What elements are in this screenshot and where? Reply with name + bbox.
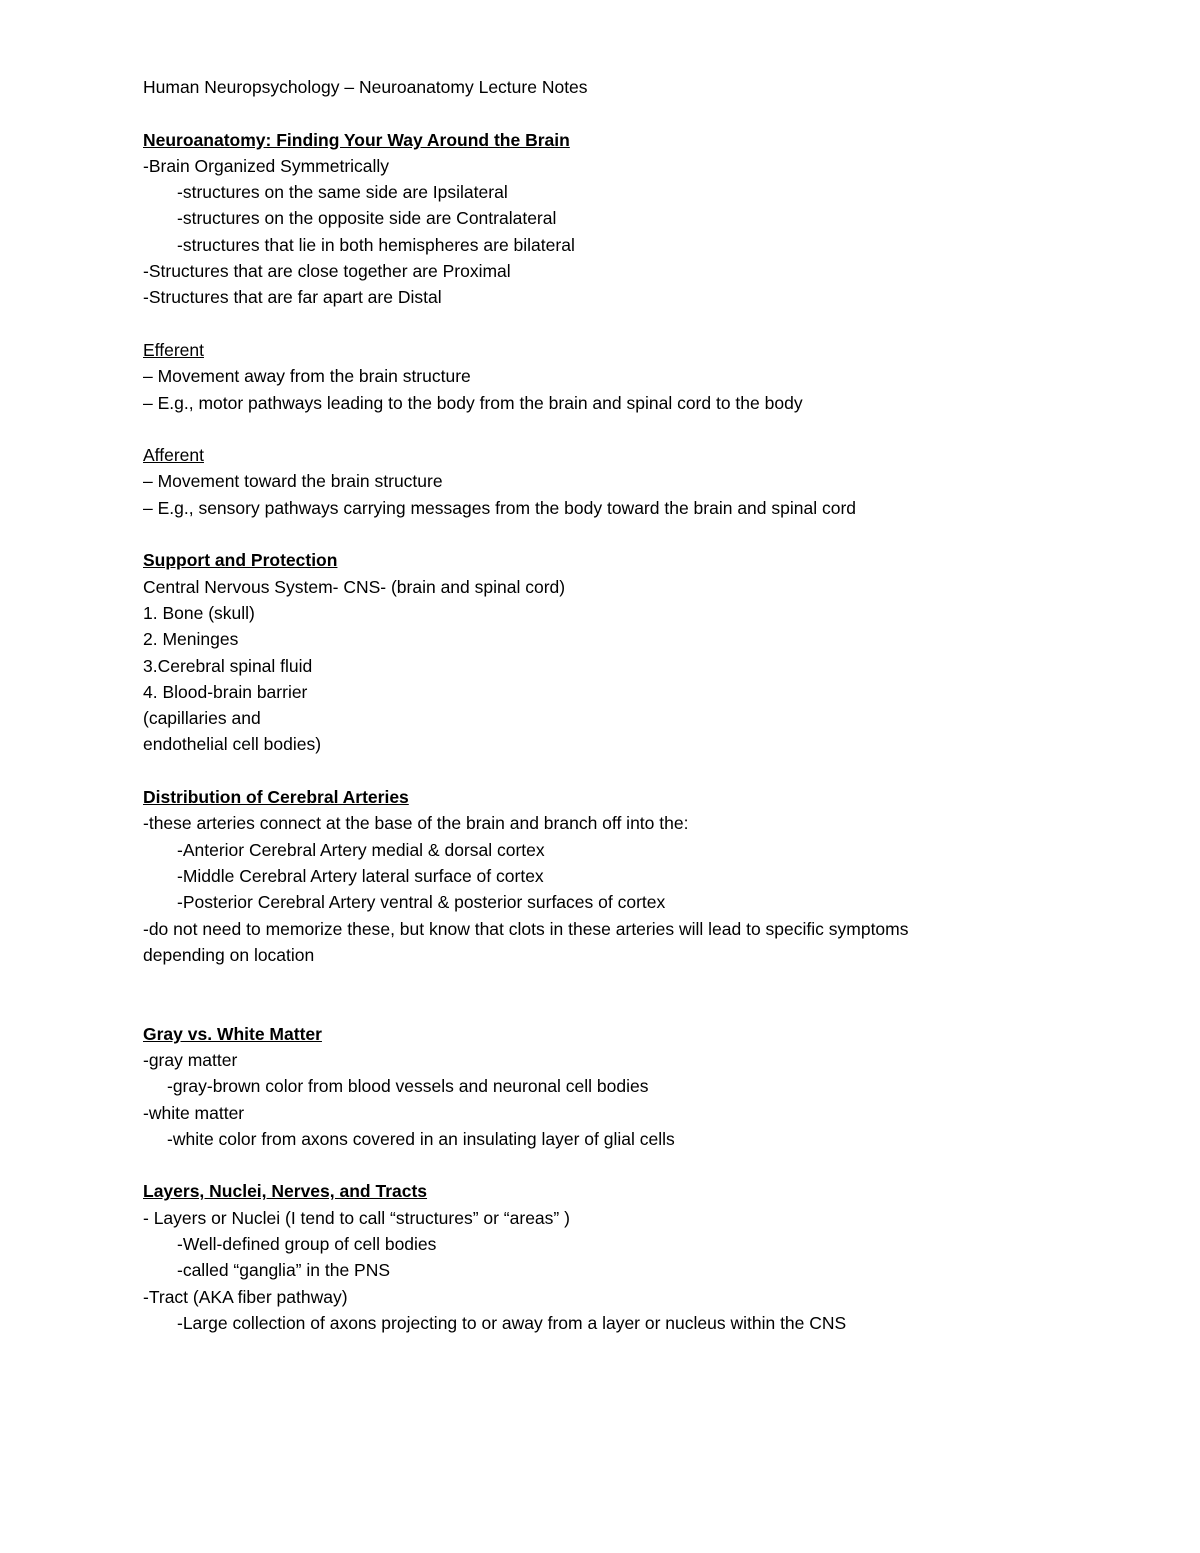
note-line: -called “ganglia” in the PNS (177, 1260, 391, 1281)
note-line: -structures on the same side are Ipsilateral (177, 182, 508, 203)
note-line: 2. Meninges (143, 629, 239, 650)
note-line: – E.g., motor pathways leading to the body from the brain and spinal cord to the body (143, 392, 803, 413)
note-line: depending on location (143, 944, 315, 965)
note-line: 4. Blood-brain barrier (143, 681, 308, 702)
document-body (0, 74, 1200, 1336)
note-line: -structures that lie in both hemispheres are bilateral (177, 234, 575, 255)
note-line: -Structures that are far apart are Distal (143, 287, 442, 308)
section-heading-neuroanatomy: Neuroanatomy: Finding Your Way Around the Brain (143, 129, 570, 150)
section-heading-arteries: Distribution of Cerebral Arteries (143, 787, 409, 808)
spacer (0, 521, 1200, 547)
note-line: endothelial cell bodies) (143, 734, 322, 755)
note-line: -Brain Organized Symmetrically (143, 155, 390, 176)
note-line: -gray-brown color from blood vessels and neuronal cell bodies (167, 1076, 649, 1097)
spacer (0, 416, 1200, 442)
spacer (0, 994, 1200, 1020)
spacer (0, 100, 1200, 126)
note-line: 3.Cerebral spinal fluid (143, 655, 313, 676)
spacer (0, 758, 1200, 784)
note-line: Central Nervous System- CNS- (brain and spinal cord) (143, 576, 566, 597)
note-line: -Well-defined group of cell bodies (177, 1234, 437, 1255)
note-line: -gray matter (143, 1049, 238, 1070)
spacer (0, 311, 1200, 337)
note-line: -white matter (143, 1102, 245, 1123)
note-line: - Layers or Nuclei (I tend to call “structures” or “areas” ) (143, 1207, 570, 1228)
note-line: – E.g., sensory pathways carrying messages from the body toward the brain and spinal cord (143, 497, 857, 518)
note-line: -Structures that are close together are Proximal (143, 261, 511, 282)
note-line: (capillaries and (143, 708, 261, 729)
note-line: 1. Bone (skull) (143, 602, 255, 623)
note-line: -white color from axons covered in an insulating layer of glial cells (167, 1128, 675, 1149)
spacer (0, 968, 1200, 994)
section-heading-afferent: Afferent (143, 445, 204, 466)
note-line: -Tract (AKA fiber pathway) (143, 1286, 348, 1307)
note-line: – Movement toward the brain structure (143, 471, 443, 492)
spacer (0, 1152, 1200, 1178)
note-line: – Movement away from the brain structure (143, 366, 471, 387)
note-line: -Posterior Cerebral Artery ventral & posterior surfaces of cortex (177, 892, 666, 913)
note-line: -Anterior Cerebral Artery medial & dorsal cortex (177, 839, 545, 860)
document-header: Human Neuropsychology – Neuroanatomy Lecture Notes (143, 77, 588, 97)
note-line: -do not need to memorize these, but know that clots in these arteries will lead to specific symptoms (143, 918, 909, 939)
note-line: -Middle Cerebral Artery lateral surface of cortex (177, 865, 544, 886)
section-heading-layers: Layers, Nuclei, Nerves, and Tracts (143, 1181, 428, 1202)
section-heading-matter: Gray vs. White Matter (143, 1023, 322, 1044)
note-line: -structures on the opposite side are Contralateral (177, 208, 557, 229)
section-heading-support: Support and Protection (143, 550, 338, 571)
note-line: -Large collection of axons projecting to or away from a layer or nucleus within the CNS (177, 1312, 847, 1333)
note-line: -these arteries connect at the base of the brain and branch off into the: (143, 813, 689, 834)
section-heading-efferent: Efferent (143, 339, 204, 360)
